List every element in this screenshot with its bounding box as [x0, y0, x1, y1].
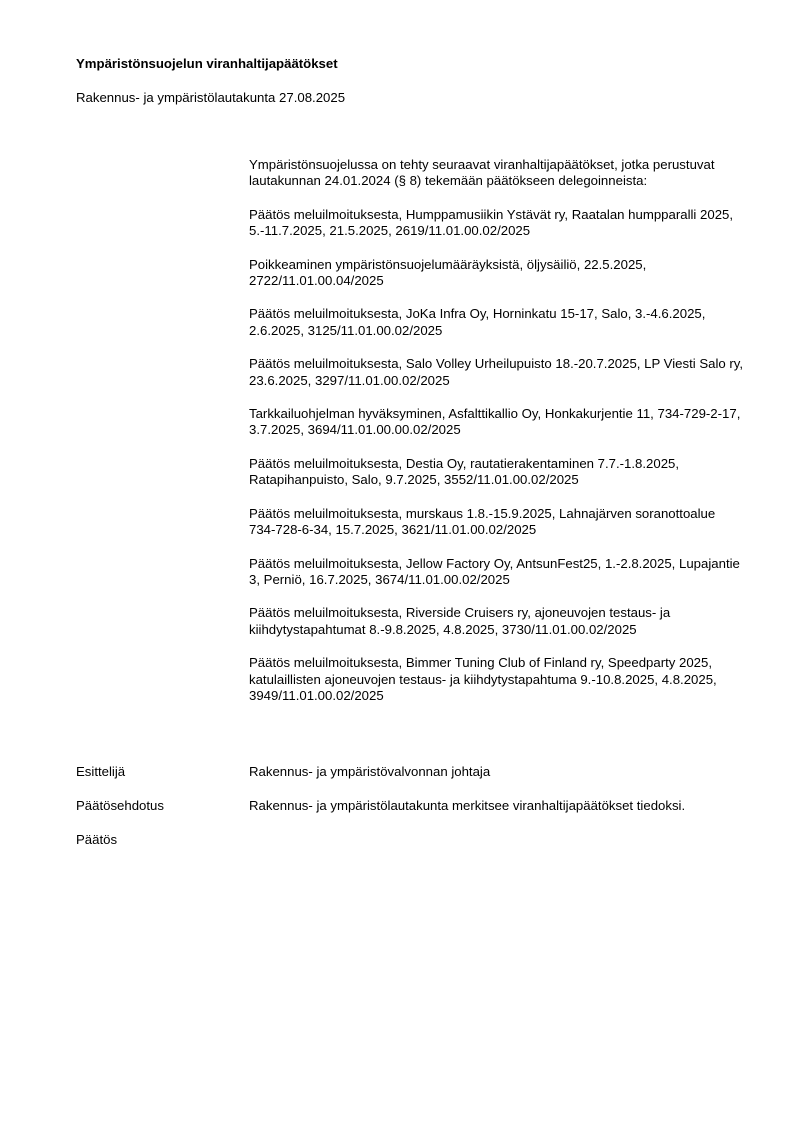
meeting-info: Rakennus- ja ympäristölautakunta 27.08.2025: [76, 90, 346, 105]
decision-label: Päätös: [76, 832, 118, 847]
decision-item: Päätös meluilmoituksesta, Jellow Factory Oy, AntsunFest25, 1.-2.8.2025, Lupajantie 3, Perniö, 16.7.2025, 3674/11.01.00.02/2025: [249, 555, 740, 587]
decision-item: Poikkeaminen ympäristönsuojelumääräyksistä, öljysäiliö, 22.5.2025, 2722/11.01.00.04/2025: [249, 256, 647, 289]
intro-paragraph: Ympäristönsuojelussa on tehty seuraavat viranhaltijapäätökset, jotka perustuvat lautakunnan 24.01.2024 (§ 8) tekemään päätökseen delegoinneista:: [249, 157, 715, 189]
decision-item: Päätös meluilmoituksesta, murskaus 1.8.-15.9.2025, Lahnajärven soranottoalue 734-728-6-34, 15.7.2025, 3621/11.01.00.02/2025: [249, 505, 716, 538]
decision-item: Päätös meluilmoituksesta, Bimmer Tuning Club of Finland ry, Speedparty 2025, katulaillisten ajoneuvojen testaus- ja kiihdytystapahtuma 9.-10.8.2025, 4.8.2025, 3949/11.01.00.02/2025: [249, 655, 717, 703]
decision-item: Päätös meluilmoituksesta, Humppamusiikin Ystävät ry, Raatalan humpparalli 2025, 5.-11.7.2025, 21.5.2025, 2619/11.01.00.02/2025: [249, 206, 734, 239]
decision-item: Päätös meluilmoituksesta, Destia Oy, rautatierakentaminen 7.7.-1.8.2025, Ratapihanpuisto, Salo, 9.7.2025, 3552/11.01.00.02/2025: [249, 455, 680, 488]
proposal-label: Päätösehdotus: [76, 798, 164, 813]
presenter-value: Rakennus- ja ympäristövalvonnan johtaja: [249, 764, 491, 779]
decision-item: Päätös meluilmoituksesta, Riverside Cruisers ry, ajoneuvojen testaus- ja kiihdytystapahtumat 8.-9.8.2025, 4.8.2025, 3730/11.01.00.02/2025: [249, 605, 671, 637]
document-title: Ympäristönsuojelun viranhaltijapäätökset: [76, 56, 338, 71]
decisions-body: [249, 157, 744, 721]
decision-item: Tarkkailuohjelman hyväksyminen, Asfalttikallio Oy, Honkakurjentie 11, 734-729-2-17, 3.7.2025, 3694/11.01.00.00.02/2025: [249, 406, 741, 438]
decision-item: Päätös meluilmoituksesta, JoKa Infra Oy, Horninkatu 15-17, Salo, 3.-4.6.2025, 2.6.2025, 3125/11.01.00.02/2025: [249, 306, 706, 338]
proposal-value: Rakennus- ja ympäristölautakunta merkitsee viranhaltijapäätökset tiedoksi.: [249, 798, 686, 813]
presenter-label: Esittelijä: [76, 764, 126, 779]
decision-item: Päätös meluilmoituksesta, Salo Volley Urheilupuisto 18.-20.7.2025, LP Viesti Salo ry, 23.6.2025, 3297/11.01.00.02/2025: [249, 356, 744, 388]
